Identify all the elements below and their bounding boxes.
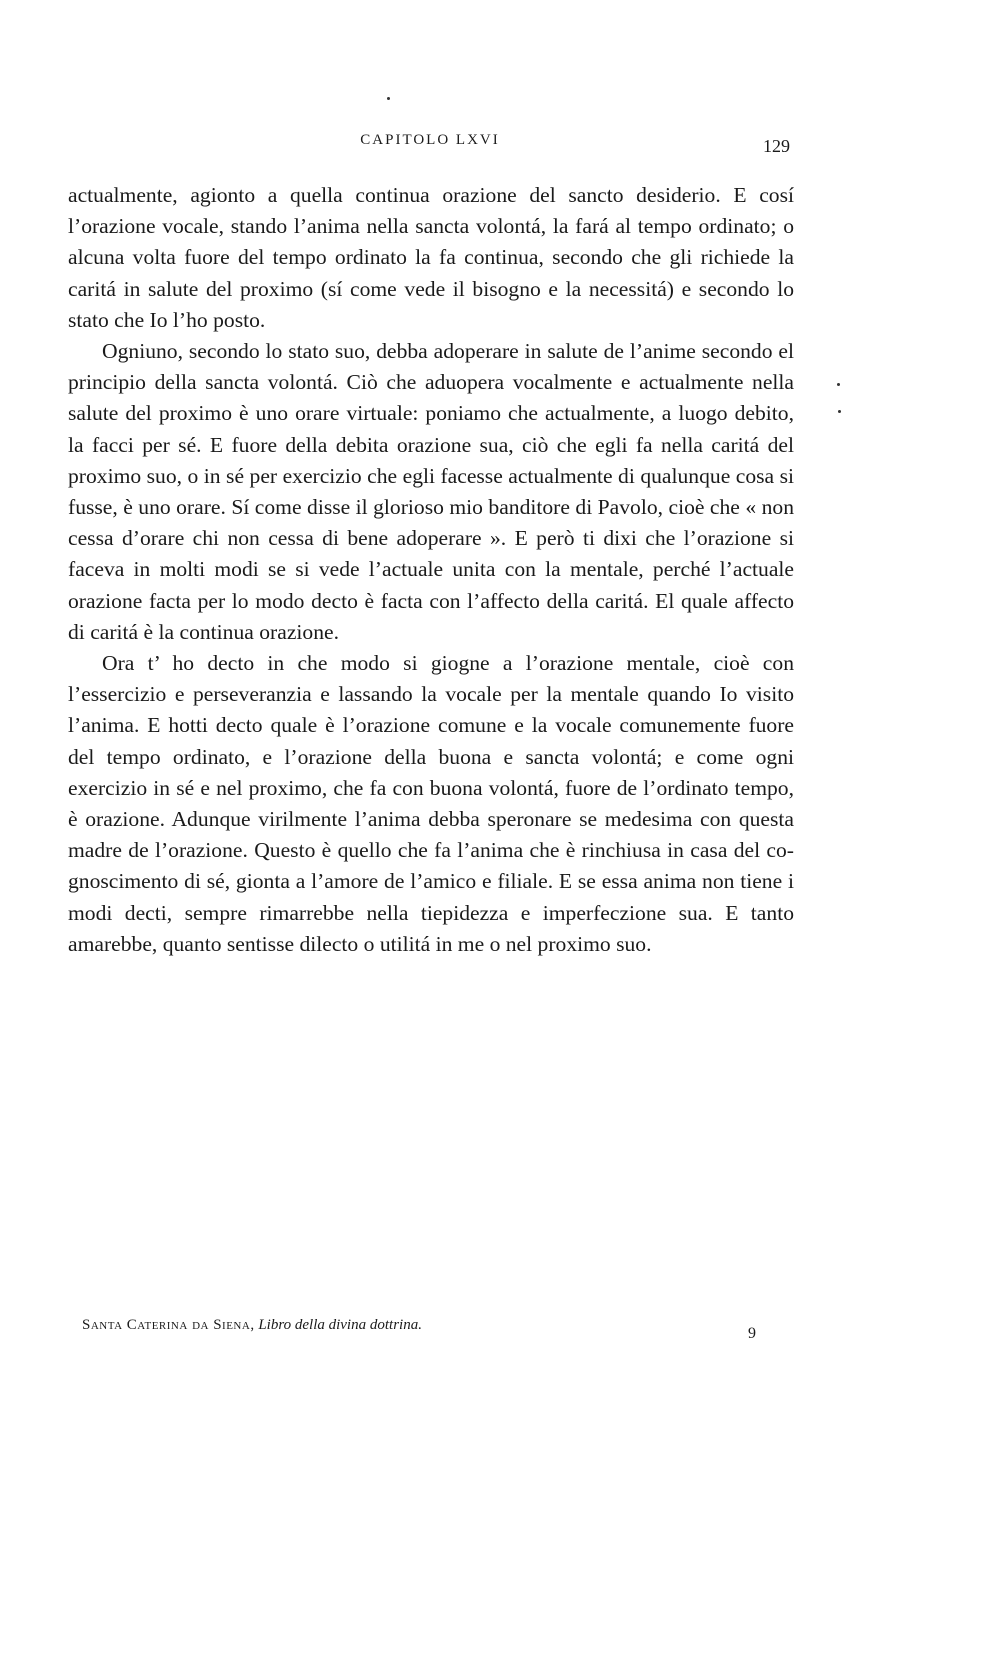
body-text <box>68 180 794 960</box>
footer-citation <box>82 1317 422 1334</box>
page-number: 129 <box>763 136 790 156</box>
print-speck <box>387 97 390 100</box>
print-speck <box>837 383 840 386</box>
page-footer <box>70 1317 796 1347</box>
print-speck <box>838 410 841 413</box>
paragraph: actualmente, agionto a quella continua orazione del sancto desiderio. E cosí l’orazione vocale, stando l’anima nella sancta volontá, la fará al tempo ordinato; o alcuna volta fuore del tempo ordinato la fa continua, secondo che gli richiede la caritá in salute del proximo (sí come vede il bisogno e la necessitá) e secondo lo stato che Io l’ho posto. <box>68 183 794 332</box>
paragraph: Ora t’ ho decto in che modo si giogne a l’orazione mentale, cioè con l’essercizio e perseveranzia e lassando la vocale per la mentale quando Io visito l’anima. E hotti decto quale è l’orazione comune e la vocale comunemente fuore del tempo ordinato, e l’orazione della buona e sancta volontá; e come ogni exercizio in sé e nel proximo, che fa con buona volontá, fuore de l’ordinato tempo, è orazione. Adunque virilmente l’anima debba speronare se medesima con questa madre de l’orazione. Questo è quello che fa l’anima che è rinchiusa in casa del cognoscimento di sé, gionta a l’amore de l’amico e filiale. E se essa anima non tiene i modi decti, sempre rimarrebbe nella tiepidezza e imperfeczione sua. E tanto amarebbe, quanto sentisse dilecto o utilitá in me o nel proximo suo. <box>68 651 794 956</box>
footer-author: Santa Caterina da Siena, <box>82 1317 255 1333</box>
paragraph: Ogniuno, secondo lo stato suo, debba adoperare in salute de l’anime secondo el principio della sancta volontá. Ciò che aduopera vocalmente e actualmente nella salute del proximo è uno orare virtuale: poniamo che actualmente, a luogo debito, la facci per sé. E fuore della debita orazione sua, ciò che egli fa nella caritá del proximo suo, o in sé per exercizio che egli facesse actualmente di qualunque cosa si fusse, è uno orare. Sí come disse il glorioso mio banditore di Pavolo, cioè che « non cessa d’orare chi non cessa di bene adoperare ». E però ti dixi che l’orazione si faceva in molti modi se si vede l’actuale unita con la mentale, perché l’actuale orazione facta per lo modo decto è facta con l’affecto della caritá. El quale affecto di caritá è la continua orazione. <box>68 339 794 644</box>
signature-mark: 9 <box>748 1325 756 1342</box>
page-header <box>70 132 790 162</box>
footer-work-title: Libro della divina dottrina. <box>258 1317 422 1333</box>
running-title: CAPITOLO LXVI <box>360 132 500 148</box>
